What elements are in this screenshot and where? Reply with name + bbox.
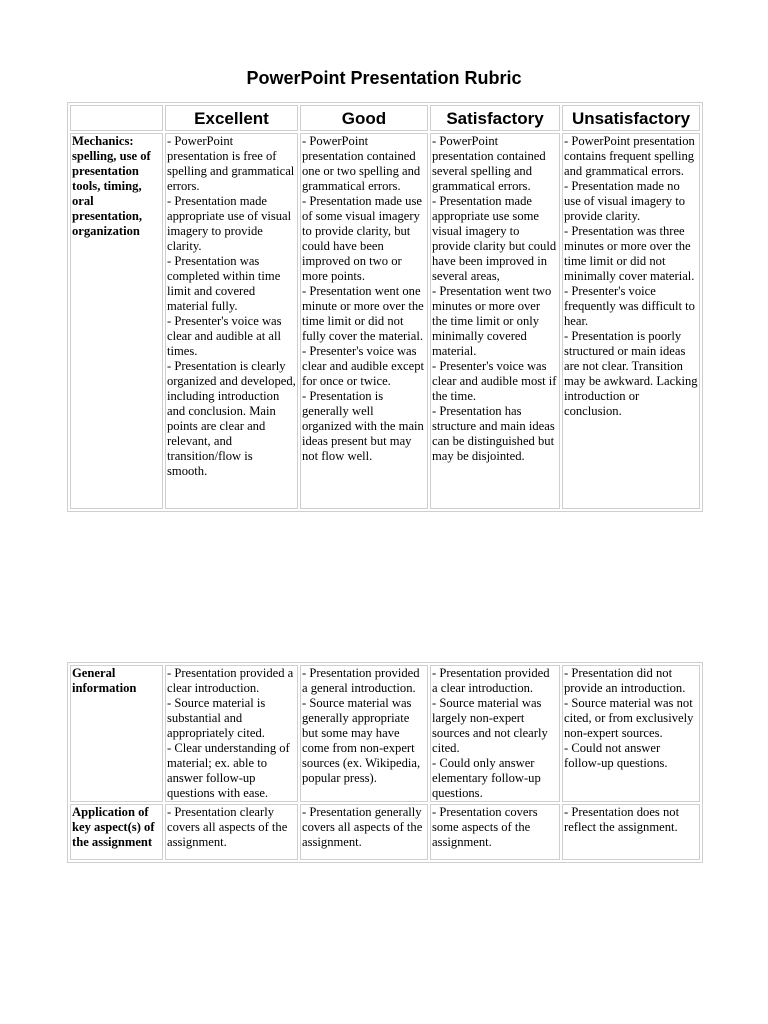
cell-line: - PowerPoint presentation contained several spelling and grammatical errors. (432, 134, 546, 193)
cell-line: - Presentation made appropriate use some visual imagery to provide clarity but could have been improved in several areas, (432, 194, 557, 283)
cell-line: - Presenter's voice was clear and audible at all times. (167, 314, 282, 358)
header-unsatisfactory: Unsatisfactory (562, 105, 700, 131)
cell-line: - Presentation does not reflect the assignment. (564, 805, 680, 834)
criterion-cell: General information (70, 665, 163, 802)
cell-excellent (165, 133, 298, 509)
cell-line: - Presentation went one minute or more over the time limit or did not fully cover the material. (302, 284, 424, 343)
table-row (70, 133, 700, 509)
cell-excellent (165, 665, 298, 802)
cell-line: - Source material was generally appropriate but some may have come from non-expert sources (ex. Wikipedia, popular press). (302, 696, 421, 785)
cell-unsatisfactory (562, 665, 700, 802)
cell-line: - Presentation made use of some visual imagery to provide clarity, but could have been improved on two or more points. (302, 194, 422, 283)
header-row (70, 105, 700, 131)
cell-good (300, 665, 428, 802)
cell-line: - Presentation made appropriate use of visual imagery to provide clarity. (167, 194, 292, 253)
table-row (70, 665, 700, 802)
criterion-cell: Application of key aspect(s) of the assignment (70, 804, 163, 860)
header-cell-empty (70, 105, 163, 131)
cell-line: - Presentation has structure and main ideas can be distinguished but may be disjointed. (432, 404, 555, 463)
cell-line: - Presentation provided a general introduction. (302, 666, 420, 695)
header-excellent: Excellent (165, 105, 298, 131)
cell-line: - Source material is substantial and appropriately cited. (167, 696, 266, 740)
cell-line: - Presentation made no use of visual imagery to provide clarity. (564, 179, 686, 223)
cell-line: - Presentation was three minutes or more over the time limit or did not minimally cover material. (564, 224, 695, 283)
cell-line: - Presentation is clearly organized and developed, including introduction and conclusion. Main points are clear and relevant, and transition/flow is smooth. (167, 359, 296, 478)
header-satisfactory: Satisfactory (430, 105, 560, 131)
cell-unsatisfactory (562, 804, 700, 860)
cell-line: - Presentation covers some aspects of the assignment. (432, 805, 538, 849)
table-row (70, 804, 700, 860)
cell-line: - Presentation generally covers all aspects of the assignment. (302, 805, 423, 849)
cell-line: - Presentation is generally well organized with the main ideas present but may not flow well. (302, 389, 424, 463)
rubric-table-part-1 (67, 102, 703, 512)
cell-line: - Presenter's voice was clear and audible except for once or twice. (302, 344, 425, 388)
cell-good (300, 804, 428, 860)
rubric-table-part-2 (67, 662, 703, 863)
cell-line: - Presentation clearly covers all aspects of the assignment. (167, 805, 288, 849)
cell-line: - Presentation went two minutes or more over the time limit or only minimally covered material. (432, 284, 552, 358)
cell-line: - Presentation was completed within time limit and covered material fully. (167, 254, 281, 313)
cell-line: - Presentation is poorly structured or main ideas are not clear. Transition may be awkward. Lacking introduction or conclusion. (564, 329, 698, 418)
cell-unsatisfactory (562, 133, 700, 509)
cell-line: - PowerPoint presentation contained one or two spelling and grammatical errors. (302, 134, 421, 193)
cell-satisfactory (430, 804, 560, 860)
cell-line: - Presenter's voice was clear and audible most if the time. (432, 359, 557, 403)
cell-satisfactory (430, 133, 560, 509)
cell-line: - Presentation provided a clear introduction. (432, 666, 550, 695)
cell-satisfactory (430, 665, 560, 802)
cell-line: - Clear understanding of material; ex. able to answer follow-up questions with ease. (167, 741, 290, 800)
criterion-cell: Mechanics: spelling, use of presentation tools, timing, oral presentation, organization (70, 133, 163, 509)
cell-line: - Presenter's voice frequently was difficult to hear. (564, 284, 695, 328)
header-good: Good (300, 105, 428, 131)
page-title: PowerPoint Presentation Rubric (246, 68, 522, 88)
cell-line: - Source material was not cited, or from exclusively non-expert sources. (564, 696, 694, 740)
cell-good (300, 133, 428, 509)
cell-line: - PowerPoint presentation is free of spelling and grammatical errors. (167, 134, 295, 193)
cell-excellent (165, 804, 298, 860)
cell-line: - PowerPoint presentation contains frequent spelling and grammatical errors. (564, 134, 695, 178)
cell-line: - Presentation provided a clear introduction. (167, 666, 294, 695)
cell-line: - Could not answer follow-up questions. (564, 741, 668, 770)
cell-line: - Presentation did not provide an introduction. (564, 666, 686, 695)
cell-line: - Could only answer elementary follow-up questions. (432, 756, 541, 800)
cell-line: - Source material was largely non-expert sources and not clearly cited. (432, 696, 548, 755)
